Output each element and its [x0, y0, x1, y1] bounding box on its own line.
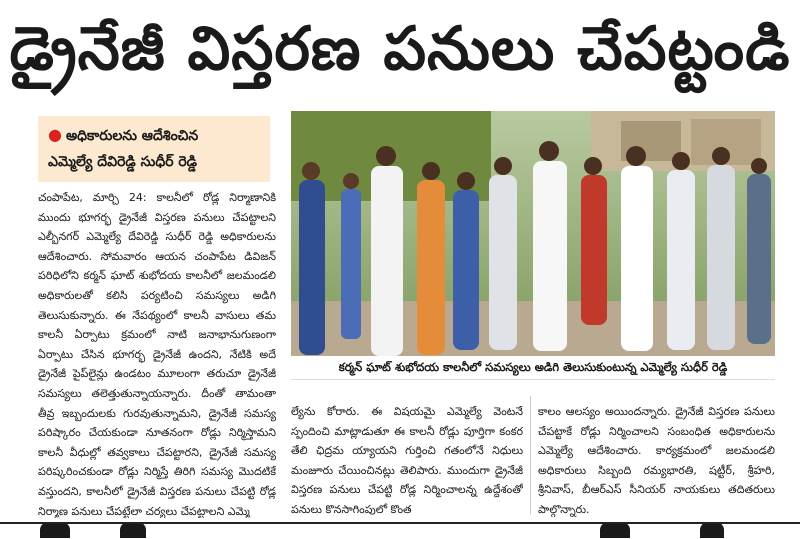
cropped-glyph — [40, 522, 70, 538]
cropped-glyph — [600, 522, 630, 538]
subheadline-line-2: ఎమ్మెల్యే దేవిరెడ్డి సుధీర్ రెడ్డి — [48, 154, 198, 170]
next-article-edge — [0, 522, 800, 539]
article-column-2: ల్యేను కోరారు. ఈ విషయమై ఎమ్మెల్యే వెంటనే స్పందించి మాట్లాడుతూ ఈ కాలనీ రోడ్లు పూర్తిగా కంకర తేలి ఛిద్రమ య్యాయని గుర్తించి గతంలోనే నిధులు మంజూరు చేయించినట్లు తెలిపారు. ముందుగా డ్రైనేజీ విస్తరణ పనులు చేపట్టి రోడ్ల నిర్మించాలన్న ఉద్దేశంతో పనులు కొనసాగింపులో కొంత — [291, 405, 523, 516]
subheadline-box — [38, 116, 270, 182]
column-divider — [530, 396, 531, 514]
photo-illustration — [291, 111, 775, 356]
article-column-1: చంపాపేట, మార్చి 24: కాలనీలో రోడ్ల నిర్మాణానికి ముందు భూగర్భ డ్రైనేజీ విస్తరణ పనులు చేపట్టాలని ఎల్బీనగర్ ఎమ్మెల్యే దేవిరెడ్డి సుధీర్ రెడ్డి అధికారులను ఆదేశించారు. సోమవారం ఆయన చంపాపేట డివిజన్ పరిధిలోని కర్మన్ ఘాట్ శుభోదయ కాలనీలో జలమండలి అధికారులతో కలిసి పర్యటించి సమస్యలు అడిగి తెలుసుకున్నారు. ఈ నేపథ్యంలో కాలనీ వాసులు తమ కాలనీ ఏర్పాటు క్రమంలో నాటి జనాభానుగుణంగా ఏర్పాటు చేసిన భూగర్భ డ్రైనేజీ ఉందని, నేటికి అదే డ్రైనేజీ పైప్‌లైన్లు ఉండటం మూలంగా తరుచూ డ్రైనేజీ సమస్యలు తలెత్తుతున్నాయన్నారు. దీంతో తామంతా తీవ్ర ఇబ్బందులకు గురవుతున్నామని, డ్రైనేజీ సమస్య పరిష్కారం చేయకుండా నూతనంగా రోడ్లు నిర్మిస్తామని కాలనీ వీధుల్లో తవ్వకాలు చేపట్టారని, డ్రైనేజీ సమస్య పరిష్కరించకుండా రోడ్లు నిర్మిస్తే తిరిగి సమస్య మొదటికే వస్తుందని, కాలనీలో డ్రైనేజీ విస్తరణ పనులు చేపట్టి రోడ్ల నిర్మాణ పనులు చేపట్టేలా చర్యలు చేపట్టాలని ఎమ్మె — [38, 191, 276, 518]
photo-caption: కర్మన్ ఘాట్ శుభోదయ కాలనీలో సమస్యలు అడిగి తెలుసుకుంటున్న ఎమ్మెల్యే సుధీర్ రెడ్డి — [291, 357, 775, 380]
subheadline-text-1: అధికారులను ఆదేశించిన — [65, 128, 199, 144]
subheadline-line-1 — [48, 122, 262, 149]
article-column-3: కాలం ఆలస్యం అయిందన్నారు. డ్రైనేజీ విస్తరణ పనులు చేపట్టాకే రోడ్లు నిర్మించాలని సంబంధిత అధికారులను ఎమ్మెల్యే ఆదేశించారు. కార్యక్రమంలో జలమండలి అధికారులు సిబ్బంది రమ్యభారతి, షట్టీర్, శ్రీహరి, శ్రీనివాస్, బీఆర్ఎస్ సీనియర్ నాయకులు తదితరులు పాల్గొన్నారు. — [538, 405, 775, 516]
headline: డ్రైనేజీ విస్తరణ పనులు చేపట్టండి — [9, 14, 791, 84]
bullet-icon: ● — [48, 125, 62, 144]
news-photo — [291, 111, 775, 356]
cropped-glyph — [120, 522, 146, 538]
cropped-glyph — [700, 522, 724, 538]
